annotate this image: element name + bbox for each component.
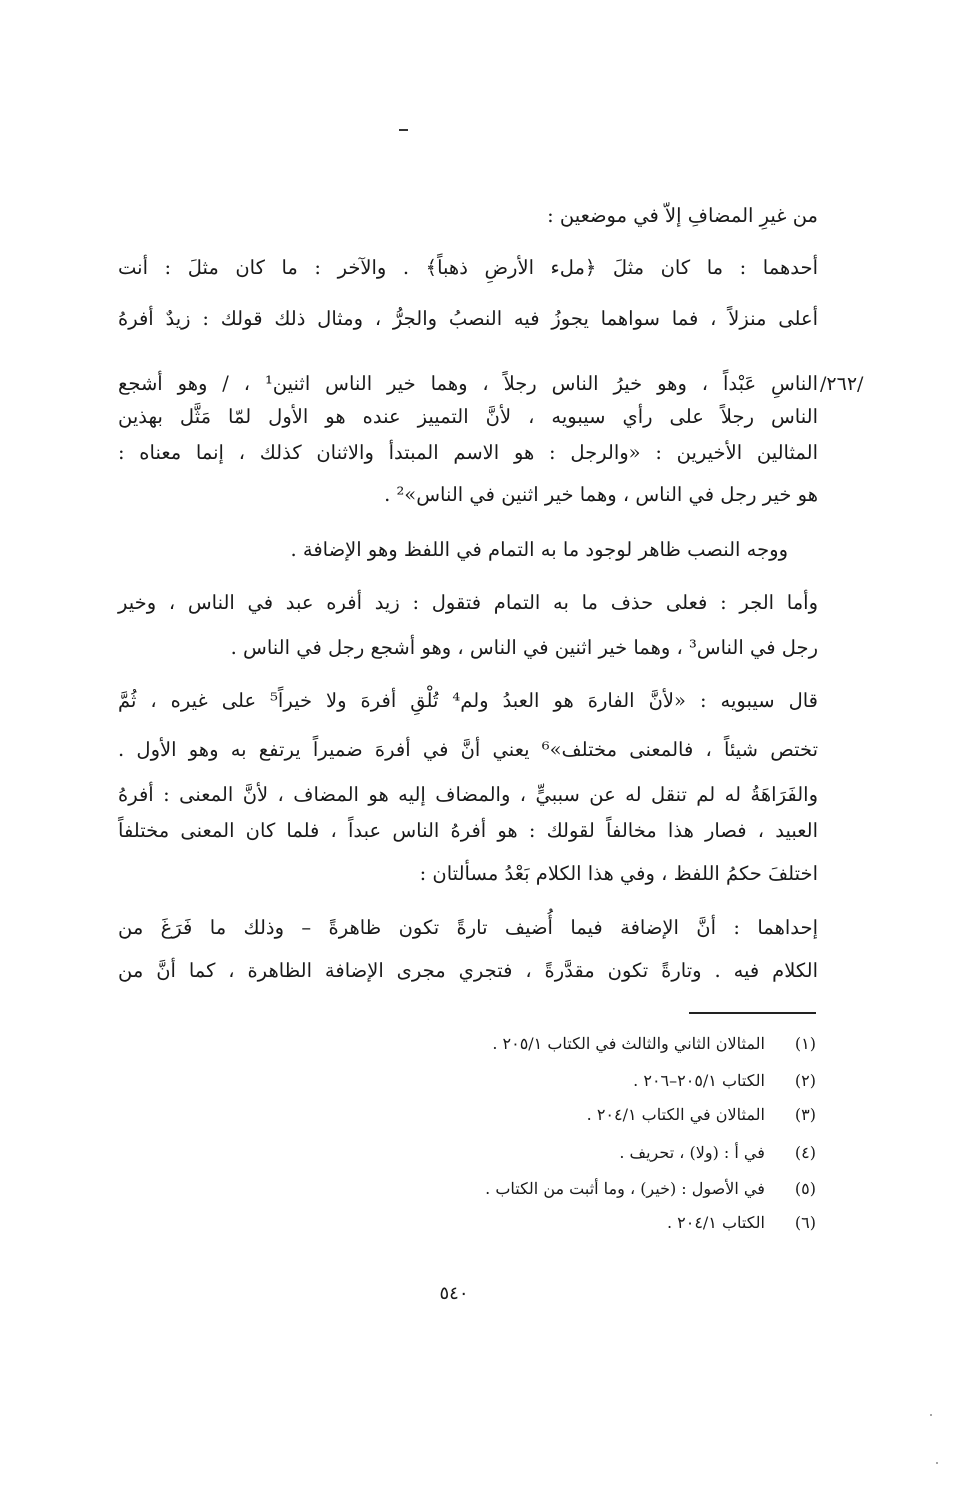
footnote-text: الكتاب ٢٠٥/١–٢٠٦ . [633, 1071, 765, 1090]
footnote-number: (٣) [794, 1105, 816, 1124]
page-number: ٥٤٠ [439, 1283, 469, 1304]
text-line: تختص شيئاً ، فالمعنى مختلف»⁶ يعني أنَّ في أفرهَ ضميراً يرتفع به وهو الأول . [118, 738, 819, 761]
text-line: الناس رجلاً على رأي سيبويه ، لأنَّ التمييز عنده هو الأول لمّا مَثَّل بهذين [118, 405, 818, 428]
text-line: الكلام فيه . وتارةً تكون مقدَّرةً ، فتجري مجرى الإضافة الظاهرة ، كما أنَّ من [118, 959, 818, 982]
footnote-text: المثالان الثاني والثالث في الكتاب ٢٠٥/١ . [492, 1034, 765, 1053]
footnote [667, 1208, 816, 1238]
text-line: من غيرِ المضافِ إلاّ في موضعين : [547, 204, 818, 227]
text-line: قال سيبويه : «لأنَّ الفارهَ هو العبدُ ولم⁴ تُلْقِ أفرهَ ولا خيراً⁵ على غيره ، ثُمَّ [118, 689, 818, 712]
text-line: الناسِ عَبْداً ، وهو خيرُ الناس رجلاً ، وهما خير الناس اثنين¹ ، / وهو أشجع [118, 372, 819, 395]
footnote-text: الكتاب ٢٠٤/١ . [666, 1213, 765, 1232]
footnote [633, 1066, 816, 1096]
text-line: وأما الجر : فعلى حذف ما به التمام فتقول : زيد أفره عبد في الناس ، وخير [118, 591, 818, 614]
text-line: المثالين الأخيرين : «والرجل : هو الاسم المبتدأ والاثنان كذلك ، إنما معناه : [118, 441, 818, 464]
text-line: هو خير رجل في الناس ، وهما خير اثنين في الناس»² . [384, 483, 818, 506]
text-line: أعلى منزلاً ، فما سواهما يجوزُ فيه النصبُ والجرُّ ، ومثال ذلك قولك : زيدٌ أفرهُ [118, 307, 818, 330]
top-dash-mark [399, 129, 408, 131]
text-line: إحداهما : أنَّ الإضافة فيما أُضيف تارةً تكون ظاهرةً – وذلك ما فَرَغَ من [118, 916, 818, 939]
text-line: والفَرَاهَةُ له لم تنقل له عن سببيٍّ ، والمضاف إليه هو المضاف ، لأنَّ المعنى : أفرهُ [118, 783, 818, 806]
text-line: اختلفَ حكمُ اللفظ ، وفي هذا الكلام بَعْدُ مسألتان : [419, 862, 818, 885]
footnote [587, 1100, 816, 1130]
text-line: أحدهما : ما كان مثلَ ﴿ملء الأرضِ ذهباً﴾ . والآخر : ما كان مثلَ : أنت [118, 256, 818, 279]
footnote-number: (٤) [794, 1143, 816, 1162]
scan-speck [936, 1462, 938, 1464]
footnote-number: (٥) [794, 1179, 816, 1198]
footnote-separator [689, 1012, 816, 1014]
footnote [485, 1174, 816, 1204]
footnote-number: (٦) [794, 1213, 816, 1232]
text-line: ووجه النصب ظاهر لوجود ما به التمام في اللفظ وهو الإضافة . [290, 538, 788, 561]
footnote [492, 1029, 816, 1059]
footnote [619, 1138, 816, 1168]
text-line: رجل في الناس³ ، وهما خير اثنين في الناس ، وهو أشجع رجل في الناس . [230, 636, 818, 659]
footnote-number: (٢) [794, 1071, 816, 1090]
footnote-number: (١) [794, 1034, 816, 1053]
footnote-text: في الأصول : (خير) ، وما أثبت من الكتاب . [485, 1179, 765, 1198]
footnote-text: المثالان في الكتاب ٢٠٤/١ . [586, 1105, 765, 1124]
scan-speck [930, 1414, 932, 1416]
margin-page-reference: /٢٦٢/ [820, 373, 864, 395]
footnote-text: في أ : (ولا) ، تحريف . [619, 1143, 765, 1162]
text-line: العبيد ، فصار هذا مخالفاً لقولك : هو أفرهُ الناس عبداً ، فلما كان المعنى مختلفاً [118, 819, 818, 842]
